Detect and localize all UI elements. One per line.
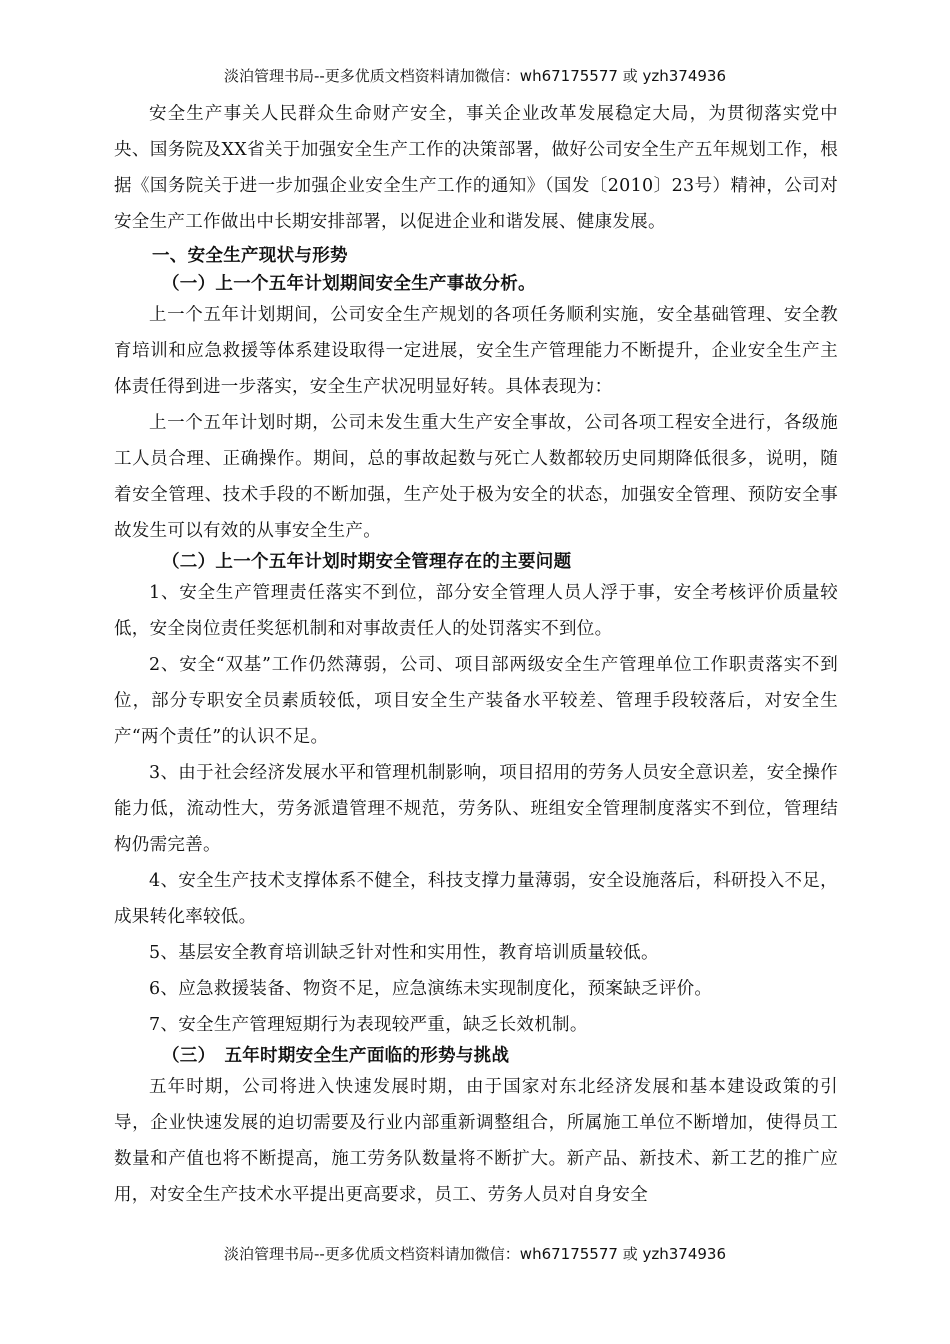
subsection-heading: （一）上一个五年计划期间安全生产事故分析。: [162, 274, 536, 294]
paragraph: 上一个五年计划时期，公司未发生重大生产安全事故，公司各项工程安全进行，各级施工人员合理、正确操作。期间，总的事故起数与死亡人数都较历史同期降低很多，说明，随着安全管理、技术手段的不断加强，生产处于极为安全的状态，加强安全管理、预防安全事故发生可以有效的从事安全生产。: [114, 413, 838, 541]
subsection-heading: （二）上一个五年计划时期安全管理存在的主要问题: [162, 552, 572, 572]
list-item: 3、由于社会经济发展水平和管理机制影响，项目招用的劳务人员安全意识差，安全操作能力低，流动性大，劳务派遣管理不规范，劳务队、班组安全管理制度落实不到位，管理结构仍需完善。: [114, 763, 838, 855]
subsection-heading: （三） 五年时期安全生产面临的形势与挑战: [162, 1046, 510, 1066]
paragraph: 五年时期，公司将进入快速发展时期，由于国家对东北经济发展和基本建设政策的引导，企业快速发展的迫切需要及行业内部重新调整组合，所属施工单位不断增加，使得员工数量和产值也将不断提高，施工劳务队数量将不断扩大。新产品、新技术、新工艺的推广应用，对安全生产技术水平提出更高要求，员工、劳务人员对自身安全: [114, 1077, 838, 1205]
page-header: 淡泊管理书局--更多优质文档资料请加微信：wh67175577 或 yzh374936: [223, 67, 726, 85]
list-item: 4、安全生产技术支撑体系不健全，科技支撑力量薄弱，安全设施落后，科研投入不足，成果转化率较低。: [114, 871, 838, 927]
list-item: 1、安全生产管理责任落实不到位，部分安全管理人员人浮于事，安全考核评价质量较低，安全岗位责任奖惩机制和对事故责任人的处罚落实不到位。: [114, 583, 838, 639]
list-item: 6、应急救援装备、物资不足，应急演练未实现制度化，预案缺乏评价。: [149, 979, 713, 999]
page-footer: 淡泊管理书局--更多优质文档资料请加微信：wh67175577 或 yzh374936: [223, 1245, 726, 1263]
list-item: 7、安全生产管理短期行为表现较严重，缺乏长效机制。: [149, 1015, 588, 1035]
list-item: 5、基层安全教育培训缺乏针对性和实用性，教育培训质量较低。: [149, 943, 659, 963]
paragraph: 上一个五年计划期间，公司安全生产规划的各项任务顺利实施，安全基础管理、安全教育培训和应急救援等体系建设取得一定进展，安全生产管理能力不断提升，企业安全生产主体责任得到进一步落实，安全生产状况明显好转。具体表现为：: [114, 305, 838, 397]
section-heading: 一、安全生产现状与形势: [152, 246, 348, 266]
document-body: [114, 96, 838, 1236]
intro-paragraph: 安全生产事关人民群众生命财产安全，事关企业改革发展稳定大局，为贯彻落实党中央、国务院及XX省关于加强安全生产工作的决策部署，做好公司安全生产五年规划工作，根据《国务院关于进一步加强企业安全生产工作的通知》（国发〔2010〕23号）精神，公司对安全生产工作做出中长期安排部署，以促进企业和谐发展、健康发展。: [114, 104, 838, 232]
list-item: 2、安全“双基”工作仍然薄弱，公司、项目部两级安全生产管理单位工作职责落实不到位，部分专职安全员素质较低，项目安全生产装备水平较差、管理手段较落后，对安全生产“两个责任”的认识不足。: [114, 655, 838, 747]
